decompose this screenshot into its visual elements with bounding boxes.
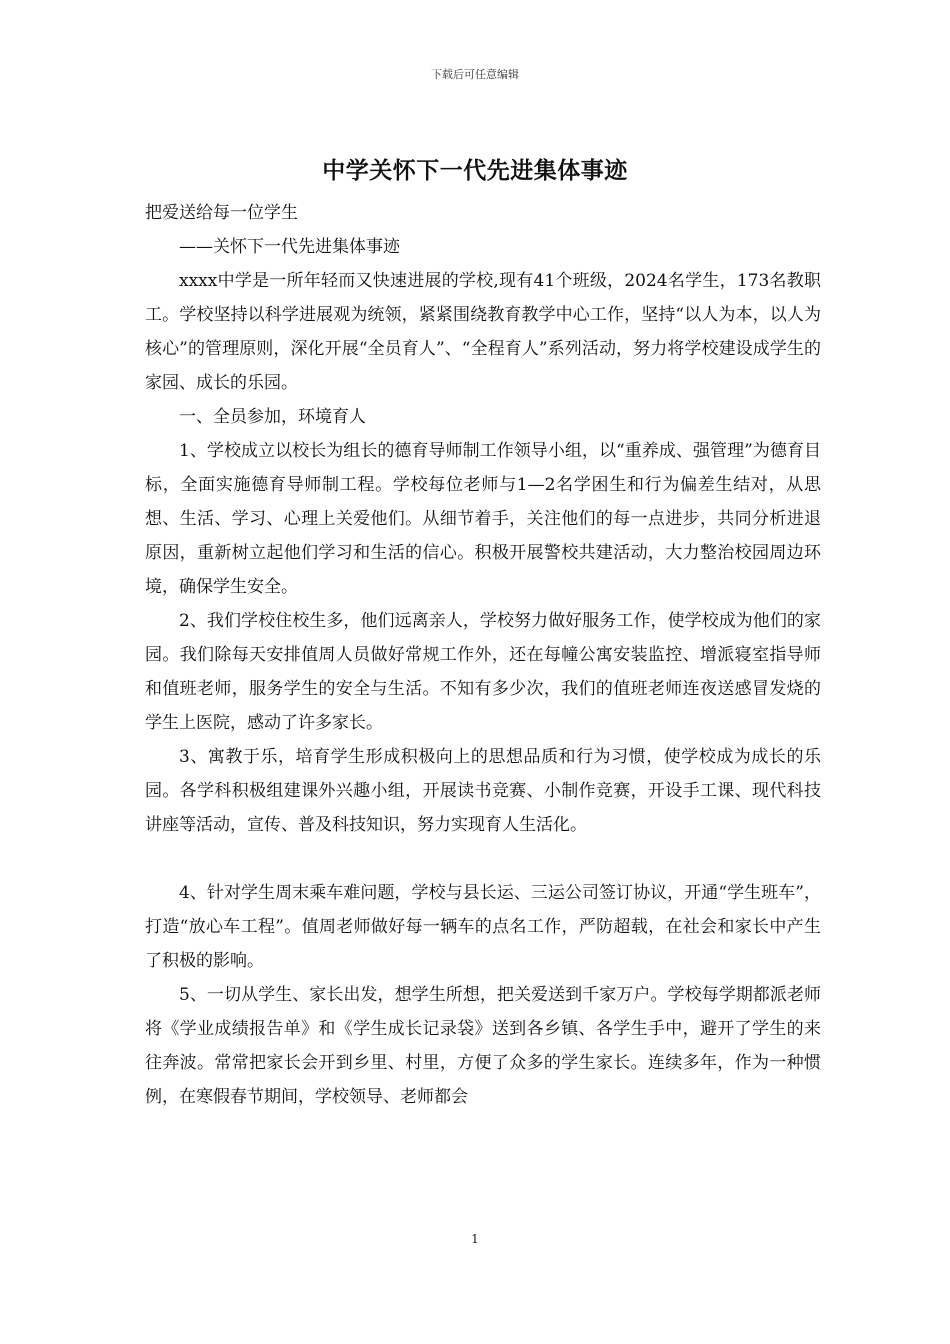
- subtitle-secondary: ——关怀下一代先进集体事迹: [179, 237, 400, 257]
- paragraph-item-3: 3、寓教于乐，培育学生形成积极向上的思想品质和行为习惯，使学校成为成长的乐园。各学科积极组建课外兴趣小组，开展读书竞赛、小制作竞赛，开设手工课、现代科技讲座等活动，宣传、普及科技知识，努力实现育人生活化。: [145, 747, 821, 835]
- paragraph-item-2: 2、我们学校住校生多，他们远离亲人，学校努力做好服务工作，使学校成为他们的家园。我们除每天安排值周人员做好常规工作外，还在每幢公寓安装监控、增派寝室指导师和值班老师，服务学生的安全与生活。不知有多少次，我们的值班老师连夜送感冒发烧的学生上医院，感动了许多家长。: [145, 611, 821, 733]
- section-heading: 一、全员参加，环境育人: [179, 407, 366, 427]
- page-number: 1: [471, 1232, 479, 1246]
- intro-paragraph: xxxx中学是一所年轻而又快速进展的学校,现有41个班级，2024名学生，173名教职工。学校坚持以科学进展观为统领，紧紧围绕教育教学中心工作，坚持“以人为本，以人为核心”的管理原则，深化开展“全员育人”、“全程育人”系列活动，努力将学校建设成学生的家园、成长的乐园。: [145, 271, 821, 393]
- subtitle: 把爱送给每一位学生: [145, 203, 298, 223]
- header-note: 下载后可任意编辑: [431, 68, 519, 81]
- paragraph-item-4: 4、针对学生周末乘车难问题，学校与县长运、三运公司签订协议，开通“学生班车”，打造“放心车工程”。值周老师做好每一辆车的点名工作，严防超载，在社会和家长中产生了积极的影响。: [145, 883, 821, 971]
- document-body: [145, 196, 821, 1114]
- paragraph-item-5: 5、一切从学生、家长出发，想学生所想，把关爱送到千家万户。学校每学期都派老师将《学业成绩报告单》和《学生成长记录袋》送到各乡镇、各学生手中，避开了学生的来往奔波。常常把家长会开到乡里、村里，方便了众多的学生家长。连续多年，作为一种惯例，在寒假春节期间，学校领导、老师都会: [145, 985, 821, 1107]
- paragraph-spacer: [145, 842, 821, 876]
- paragraph-item-1: 1、学校成立以校长为组长的德育导师制工作领导小组，以“重养成、强管理”为德育目标，全面实施德育导师制工程。学校每位老师与1—2名学困生和行为偏差生结对，从思想、生活、学习、心理上关爱他们。从细节着手，关注他们的每一点进步，共同分析进退原因，重新树立起他们学习和生活的信心。积极开展警校共建活动，大力整治校园周边环境，确保学生安全。: [145, 441, 821, 597]
- document-title: 中学关怀下一代先进集体事迹: [322, 158, 628, 184]
